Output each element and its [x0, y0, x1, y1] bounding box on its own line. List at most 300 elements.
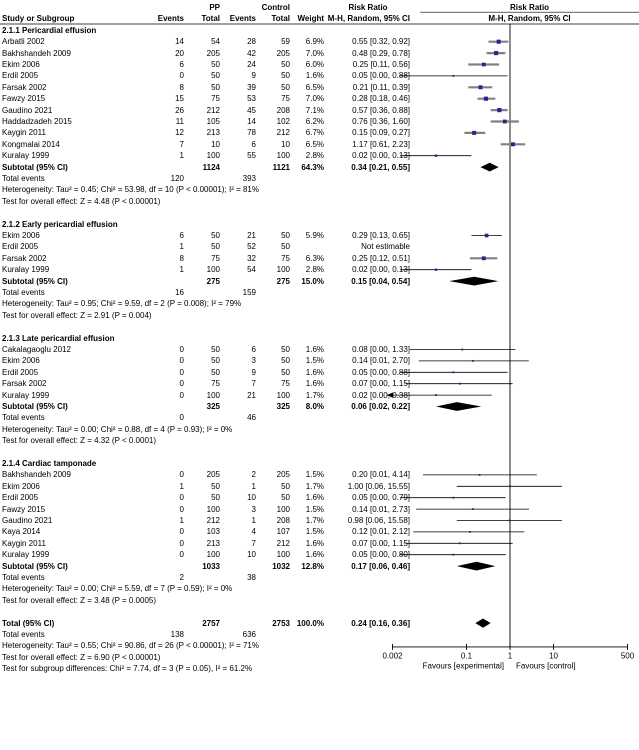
risk-ratio-value: 0.12 [0.01, 2.12] — [352, 527, 410, 537]
events-control: 54 — [247, 265, 256, 275]
total-events-row — [0, 572, 639, 583]
events-pp: 8 — [179, 82, 184, 92]
study-name: Farsak 2002 — [2, 379, 47, 389]
risk-ratio-value: 0.28 [0.18, 0.46] — [352, 94, 410, 104]
total-pp: 50 — [211, 242, 220, 252]
heterogeneity-row — [0, 298, 639, 309]
risk-ratio-value: 0.07 [0.00, 1.15] — [352, 379, 410, 389]
total-control: 75 — [281, 253, 290, 263]
total-events-label: Total events — [2, 288, 45, 297]
events-pp: 11 — [175, 117, 184, 126]
subtotal-risk-ratio: 0.06 [0.02, 0.22] — [351, 402, 410, 411]
table-row — [0, 116, 639, 127]
weight: 1.6% — [305, 379, 324, 389]
subtotal-row — [0, 401, 639, 412]
weight: 6.5% — [305, 82, 324, 92]
risk-ratio-value: 0.21 [0.11, 0.39] — [352, 82, 410, 92]
weight: 1.5% — [305, 504, 324, 514]
total-events-label: Total events — [2, 174, 45, 183]
study-name: Farsak 2002 — [2, 82, 47, 92]
risk-ratio-value: 0.02 [0.00, 0.38] — [352, 390, 410, 400]
total-control: 205 — [276, 48, 290, 58]
weight: 6.0% — [305, 60, 324, 69]
events-pp: 0 — [179, 470, 184, 480]
heterogeneity-row — [0, 184, 639, 195]
study-name: Kongmalai 2014 — [2, 139, 60, 149]
events-control: 7 — [251, 538, 256, 548]
total-control: 50 — [281, 82, 290, 92]
total-pp: 50 — [211, 481, 220, 491]
total-pp: 213 — [206, 538, 220, 548]
table-row — [0, 515, 639, 526]
total-control: 75 — [281, 94, 290, 104]
total-pp: 50 — [211, 82, 220, 92]
header-weight: Weight — [297, 14, 324, 24]
total-events-pp: 16 — [175, 288, 184, 297]
risk-ratio-value: 0.98 [0.06, 15.58] — [347, 516, 410, 525]
study-name: Ekim 2006 — [2, 231, 40, 240]
total-control: 208 — [276, 516, 290, 525]
events-control: 10 — [247, 550, 256, 560]
study-name: Haddadzadeh 2015 — [2, 117, 72, 126]
favours-control-label: Favours [control] — [516, 661, 576, 671]
study-name: Kaygin 2011 — [2, 538, 46, 548]
risk-ratio-value: 0.76 [0.36, 1.60] — [352, 117, 410, 126]
total-pp: 50 — [211, 367, 220, 377]
grand-heterogeneity-text: Heterogeneity: Tau² = 0.55; Chi² = 90.86, df = 26 (P < 0.00001); I² = 71% — [2, 641, 259, 651]
study-name: Cakalagaoglu 2012 — [2, 345, 71, 354]
total-control: 50 — [281, 493, 290, 503]
events-pp: 0 — [179, 550, 184, 560]
total-events-pp: 0 — [179, 413, 184, 423]
total-control: 212 — [276, 538, 290, 548]
study-name: Erdil 2005 — [2, 493, 39, 503]
events-pp: 15 — [175, 94, 184, 104]
header-model: M-H, Random, 95% CI — [327, 14, 410, 24]
table-row — [0, 139, 639, 150]
overall-effect-text: Test for overall effect: Z = 3.48 (P = 0.0005) — [2, 595, 157, 605]
header-model-plot: M-H, Random, 95% CI — [488, 14, 571, 24]
table-row — [0, 230, 639, 241]
total-pp: 50 — [211, 60, 220, 69]
total-control: 50 — [281, 60, 290, 69]
total-pp: 50 — [211, 231, 220, 240]
grand-total-label: Total (95% CI) — [2, 618, 55, 628]
events-pp: 1 — [179, 516, 184, 525]
table-row — [0, 481, 639, 492]
subtotal-row — [0, 561, 639, 572]
overall-effect-row — [0, 595, 639, 606]
events-control: 6 — [251, 139, 256, 149]
risk-ratio-value: 0.20 [0.01, 4.14] — [352, 470, 410, 480]
heterogeneity-text: Heterogeneity: Tau² = 0.95; Chi² = 9.59, df = 2 (P = 0.008); I² = 79% — [2, 299, 242, 309]
total-control: 208 — [276, 105, 290, 115]
total-pp: 105 — [206, 117, 220, 126]
subtotal-total-pp: 1124 — [202, 162, 220, 172]
overall-effect-row — [0, 196, 639, 207]
heterogeneity-row — [0, 583, 639, 594]
overall-effect-text: Test for overall effect: Z = 2.91 (P = 0.004) — [2, 310, 152, 320]
grand-total-events-control: 636 — [242, 630, 256, 639]
study-name: Ekim 2006 — [2, 60, 40, 69]
events-control: 42 — [247, 48, 256, 58]
total-pp: 50 — [211, 493, 220, 503]
weight: 1.6% — [305, 367, 324, 377]
table-row — [0, 241, 639, 252]
study-name: Erdil 2005 — [2, 367, 39, 377]
subgroup-heading — [0, 333, 639, 344]
grand-overall-effect-row — [0, 652, 639, 663]
weight: 1.6% — [305, 345, 324, 354]
events-pp: 20 — [175, 48, 184, 58]
events-control: 55 — [247, 151, 256, 161]
events-control: 2 — [251, 470, 256, 480]
weight: 2.8% — [305, 265, 324, 275]
subtotal-total-control: 1032 — [272, 561, 290, 571]
x-axis-tick-label: 0.002 — [382, 651, 403, 661]
heterogeneity-text: Heterogeneity: Tau² = 0.45; Chi² = 53.98, df = 10 (P < 0.00001); I² = 81% — [2, 185, 259, 195]
total-events-label: Total events — [2, 413, 45, 423]
grand-heterogeneity-row — [0, 640, 639, 651]
subtotal-row — [0, 162, 639, 173]
events-control: 32 — [247, 253, 256, 263]
grand-overall-effect-text: Test for overall effect: Z = 6.90 (P < 0.00001) — [2, 652, 161, 662]
risk-ratio-value: 0.15 [0.09, 0.27] — [352, 128, 410, 138]
study-name: Kuralay 1999 — [2, 151, 50, 161]
total-control: 50 — [281, 481, 290, 491]
events-control: 9 — [251, 367, 256, 377]
subtotal-weight: 12.8% — [301, 561, 324, 571]
risk-ratio-value: 0.05 [0.00, 0.79] — [352, 493, 410, 503]
events-control: 21 — [247, 390, 256, 400]
events-control: 7 — [251, 379, 256, 389]
table-row — [0, 150, 639, 161]
total-control: 205 — [276, 470, 290, 480]
events-pp: 1 — [179, 242, 184, 252]
events-pp: 0 — [179, 493, 184, 503]
table-row — [0, 105, 639, 116]
grand-total-weight: 100.0% — [296, 618, 324, 628]
total-pp: 205 — [206, 470, 220, 480]
total-control: 75 — [281, 379, 290, 389]
subgroup-heading — [0, 458, 639, 469]
risk-ratio-value: 0.14 [0.01, 2.73] — [352, 504, 410, 514]
weight: 1.7% — [305, 516, 324, 525]
subtotal-risk-ratio: 0.17 [0.06, 0.46] — [351, 561, 410, 571]
risk-ratio-value: 0.05 [0.00, 0.88] — [352, 71, 410, 81]
header-pp: PP — [209, 3, 220, 12]
total-pp: 10 — [211, 139, 220, 149]
subtotal-label: Subtotal (95% CI) — [2, 402, 68, 411]
events-control: 9 — [251, 71, 256, 81]
header-study: Study or Subgroup — [2, 14, 75, 24]
study-name: Kuralay 1999 — [2, 390, 50, 400]
table-row — [0, 355, 639, 366]
total-pp: 100 — [206, 550, 220, 560]
study-name: Bakhshandeh 2009 — [2, 48, 71, 58]
subtotal-total-control: 275 — [276, 276, 290, 286]
total-events-control: 46 — [247, 413, 256, 423]
table-row — [0, 390, 639, 401]
study-name: Kaygin 2011 — [2, 128, 46, 138]
total-control: 50 — [281, 71, 290, 81]
risk-ratio-value: 0.14 [0.01, 2.70] — [352, 356, 410, 366]
total-control: 102 — [276, 117, 290, 126]
total-pp: 212 — [206, 105, 220, 115]
events-control: 6 — [251, 345, 256, 354]
study-name: Ekim 2006 — [2, 481, 40, 491]
table-row — [0, 538, 639, 549]
risk-ratio-value: 0.02 [0.00, 0.13] — [352, 151, 410, 161]
events-control: 45 — [247, 105, 256, 115]
total-control: 50 — [281, 242, 290, 252]
subtotal-label: Subtotal (95% CI) — [2, 276, 68, 286]
total-control: 100 — [276, 265, 290, 275]
grand-total-events-label: Total events — [2, 630, 45, 639]
table-row — [0, 469, 639, 480]
grand-total-risk-ratio: 0.24 [0.16, 0.36] — [351, 618, 410, 628]
events-control: 10 — [247, 493, 256, 503]
total-control: 50 — [281, 356, 290, 366]
weight: 6.5% — [305, 139, 324, 149]
events-control: 39 — [247, 82, 256, 92]
total-pp: 75 — [211, 94, 220, 104]
header-risk-ratio: Risk Ratio — [348, 3, 388, 12]
risk-ratio-value: 0.57 [0.36, 0.88] — [352, 105, 410, 115]
total-pp: 100 — [206, 265, 220, 275]
total-pp: 103 — [206, 527, 220, 537]
subtotal-risk-ratio: 0.34 [0.21, 0.55] — [351, 162, 410, 172]
events-pp: 0 — [179, 527, 184, 537]
total-events-row — [0, 412, 639, 423]
events-control: 14 — [247, 117, 256, 126]
events-pp: 14 — [175, 37, 184, 47]
table-header-top — [0, 2, 639, 13]
study-name: Fawzy 2015 — [2, 94, 46, 104]
table-header-columns — [0, 13, 639, 24]
events-pp: 0 — [179, 71, 184, 81]
total-pp: 75 — [211, 379, 220, 389]
favours-experimental-label: Favours [experimental] — [422, 661, 504, 671]
total-control: 100 — [276, 550, 290, 560]
study-name: Erdil 2005 — [2, 242, 39, 252]
events-control: 1 — [251, 481, 256, 491]
table-row — [0, 70, 639, 81]
overall-effect-row — [0, 310, 639, 321]
total-events-pp: 120 — [170, 174, 184, 183]
subtotal-label: Subtotal (95% CI) — [2, 162, 68, 172]
total-control: 100 — [276, 151, 290, 161]
events-pp: 12 — [175, 128, 184, 138]
risk-ratio-value: 1.17 [0.61, 2.23] — [352, 139, 410, 149]
subtotal-total-pp: 275 — [206, 276, 220, 286]
study-name: Gaudino 2021 — [2, 516, 53, 525]
weight: 6.9% — [305, 37, 324, 47]
grand-total-events-row — [0, 629, 639, 640]
weight: 7.0% — [305, 94, 324, 104]
table-row — [0, 526, 639, 537]
total-pp: 100 — [206, 151, 220, 161]
header-total-pp: Total — [201, 14, 220, 24]
header-events-control: Events — [229, 14, 256, 24]
subgroup-label: 2.1.1 Pericardial effusion — [2, 25, 97, 35]
total-events-control: 38 — [247, 573, 256, 582]
weight: 1.6% — [305, 550, 324, 560]
subgroup-heading — [0, 25, 639, 36]
events-control: 53 — [247, 94, 256, 104]
weight: 1.5% — [305, 527, 324, 537]
risk-ratio-value: 0.08 [0.00, 1.33] — [352, 345, 410, 354]
total-pp: 50 — [211, 356, 220, 366]
total-pp: 213 — [206, 128, 220, 138]
table-row — [0, 344, 639, 355]
total-control: 59 — [281, 37, 290, 47]
weight: 2.8% — [305, 151, 324, 161]
table-row — [0, 253, 639, 264]
risk-ratio-value: 0.29 [0.13, 0.65] — [352, 231, 410, 240]
x-axis-tick-label: 0.1 — [460, 651, 473, 661]
subgroup-heading — [0, 219, 639, 230]
header-events-pp: Events — [157, 14, 184, 24]
subtotal-weight: 15.0% — [301, 276, 324, 286]
grand-total-events-pp: 138 — [170, 630, 184, 639]
table-row — [0, 378, 639, 389]
study-name: Kuralay 1999 — [2, 550, 50, 560]
events-pp: 0 — [179, 345, 184, 354]
events-pp: 0 — [179, 379, 184, 389]
events-pp: 6 — [179, 231, 184, 240]
total-pp: 205 — [206, 48, 220, 58]
subgroup-label: 2.1.4 Cardiac tamponade — [2, 459, 97, 468]
weight: 1.7% — [305, 481, 324, 491]
risk-ratio-value: 0.48 [0.29, 0.78] — [352, 48, 410, 58]
table-row — [0, 36, 639, 47]
events-pp: 1 — [179, 481, 184, 491]
subgroup-differences-row — [0, 663, 639, 674]
events-pp: 0 — [179, 390, 184, 400]
total-pp: 212 — [206, 516, 220, 525]
weight: 7.1% — [305, 105, 324, 115]
weight: 6.7% — [305, 128, 324, 138]
total-control: 50 — [281, 231, 290, 240]
events-pp: 6 — [179, 60, 184, 69]
events-control: 78 — [247, 128, 256, 138]
risk-ratio-value: 0.02 [0.00, 0.13] — [352, 265, 410, 275]
risk-ratio-value: 0.55 [0.32, 0.92] — [352, 37, 410, 47]
table-row — [0, 127, 639, 138]
table-row — [0, 59, 639, 70]
events-control: 3 — [251, 504, 256, 514]
weight: 1.7% — [305, 390, 324, 400]
subtotal-total-pp: 1033 — [202, 561, 220, 571]
events-pp: 1 — [179, 265, 184, 275]
study-name: Bakhshandeh 2009 — [2, 470, 71, 480]
events-pp: 7 — [179, 139, 184, 149]
study-name: Ekim 2006 — [2, 356, 40, 366]
total-pp: 75 — [211, 253, 220, 263]
overall-effect-row — [0, 435, 639, 446]
weight: 1.6% — [305, 71, 324, 81]
subgroup-label: 2.1.3 Late pericardial effusion — [2, 333, 115, 343]
weight: 5.9% — [305, 231, 324, 240]
total-pp: 100 — [206, 390, 220, 400]
total-control: 100 — [276, 504, 290, 514]
events-pp: 0 — [179, 538, 184, 548]
x-axis-tick-label: 1 — [507, 651, 513, 661]
subgroup-differences-text: Test for subgroup differences: Chi² = 7.74, df = 3 (P = 0.05), I² = 61.2% — [2, 664, 253, 674]
table-row — [0, 367, 639, 378]
events-control: 4 — [251, 527, 256, 537]
total-pp: 54 — [211, 37, 220, 47]
heterogeneity-row — [0, 424, 639, 435]
total-events-control: 159 — [242, 288, 256, 297]
subtotal-total-control: 325 — [276, 402, 290, 411]
risk-ratio-value: 0.05 [0.00, 0.88] — [352, 367, 410, 377]
grand-total-pp: 2757 — [202, 618, 220, 628]
total-pp: 50 — [211, 71, 220, 81]
header-total-control: Total — [271, 14, 290, 24]
total-events-control: 393 — [242, 174, 256, 183]
study-name: Gaudino 2021 — [2, 105, 53, 115]
events-control: 24 — [247, 60, 256, 69]
weight: 6.3% — [305, 253, 324, 263]
table-row — [0, 82, 639, 93]
risk-ratio-value: Not estimable — [361, 242, 410, 252]
total-control: 50 — [281, 367, 290, 377]
events-pp: 1 — [179, 151, 184, 161]
subtotal-total-pp: 325 — [206, 402, 220, 411]
total-events-label: Total events — [2, 573, 45, 582]
weight: 1.5% — [305, 356, 324, 366]
grand-total-row — [0, 618, 639, 629]
subtotal-label: Subtotal (95% CI) — [2, 561, 68, 571]
table-row — [0, 492, 639, 503]
events-control: 21 — [247, 231, 256, 240]
weight: 1.5% — [305, 470, 324, 480]
overall-effect-text: Test for overall effect: Z = 4.48 (P < 0.00001) — [2, 196, 161, 206]
study-name: Fawzy 2015 — [2, 504, 46, 514]
events-pp: 0 — [179, 504, 184, 514]
subgroup-label: 2.1.2 Early pericardial effusion — [2, 219, 118, 229]
grand-total-control: 2753 — [272, 618, 290, 628]
study-name: Kaya 2014 — [2, 527, 41, 537]
total-control: 107 — [276, 527, 290, 537]
x-axis-tick-label: 500 — [620, 651, 635, 661]
study-name: Farsak 2002 — [2, 253, 47, 263]
subtotal-row — [0, 276, 639, 287]
events-control: 52 — [247, 242, 256, 252]
x-axis-tick-label: 10 — [549, 651, 558, 661]
total-control: 10 — [281, 139, 290, 149]
events-control: 3 — [251, 356, 256, 366]
study-name: Erdil 2005 — [2, 71, 39, 81]
total-control: 100 — [276, 390, 290, 400]
total-control: 212 — [276, 128, 290, 138]
header-risk-ratio-plot: Risk Ratio — [509, 3, 550, 12]
weight: 7.0% — [305, 48, 324, 58]
total-events-pp: 2 — [179, 573, 184, 582]
subtotal-total-control: 1121 — [272, 162, 290, 172]
weight: 1.6% — [305, 538, 324, 548]
events-pp: 0 — [179, 356, 184, 366]
table-row — [0, 93, 639, 104]
table-row — [0, 504, 639, 515]
risk-ratio-value: 0.25 [0.11, 0.56] — [352, 60, 410, 69]
events-pp: 26 — [175, 105, 184, 115]
events-control: 28 — [247, 37, 256, 47]
total-pp: 100 — [206, 504, 220, 514]
total-events-row — [0, 173, 639, 184]
